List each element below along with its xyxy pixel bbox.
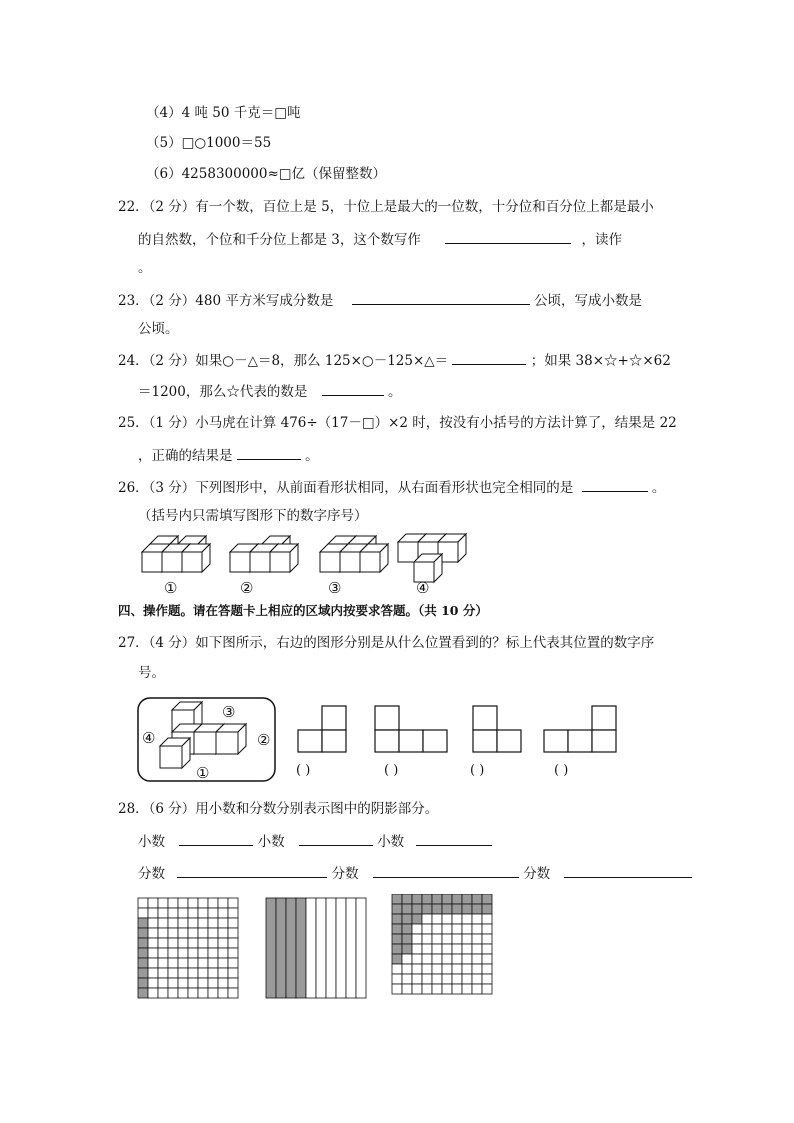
grid-cell — [218, 958, 228, 968]
grid-cell — [422, 984, 432, 994]
grid-cell — [452, 924, 462, 934]
grid-cell — [218, 898, 228, 908]
grid-cell — [422, 894, 432, 904]
grid-cell — [148, 898, 158, 908]
grid-cell — [422, 974, 432, 984]
grid-cell — [188, 928, 198, 938]
q27-marker-2: ② — [257, 731, 271, 749]
grid-cell — [482, 954, 492, 964]
q27-marker-3: ③ — [222, 703, 236, 721]
q25-text2: 。 — [305, 448, 319, 464]
grid-cell — [402, 934, 412, 944]
q23-text2: 公顷，写成小数是 — [533, 293, 642, 309]
grid-cell — [392, 964, 402, 974]
fraction-label-1: 分数 — [138, 866, 165, 882]
q27-marker-1: ① — [196, 764, 210, 782]
q24-line2 — [138, 381, 401, 401]
grid-cell — [452, 984, 462, 994]
grid-cell — [432, 944, 442, 954]
grid-cell — [148, 988, 158, 998]
grid-cell — [432, 954, 442, 964]
grid-cell — [178, 918, 188, 928]
q26-figure-2 — [230, 536, 298, 572]
grid-cell — [482, 944, 492, 954]
grid-cell — [402, 954, 412, 964]
q23-text: 23．（2 分）480 平方米写成分数是 — [118, 293, 334, 309]
grid-cell — [208, 928, 218, 938]
grid-cell — [208, 918, 218, 928]
grid-cell — [208, 968, 218, 978]
grid-cell — [198, 988, 208, 998]
grid-cell — [198, 938, 208, 948]
grid-cell — [452, 964, 462, 974]
grid-cell — [422, 914, 432, 924]
grid-cell — [148, 958, 158, 968]
grid-cell — [168, 928, 178, 938]
grid-cell — [208, 898, 218, 908]
q25-blank[interactable] — [237, 445, 301, 460]
grid-cell — [138, 978, 148, 988]
grid-cell — [228, 948, 238, 958]
grid-cell — [462, 964, 472, 974]
grid-cell — [472, 944, 482, 954]
q26-label-2: ② — [240, 579, 254, 597]
grid-cell — [138, 988, 148, 998]
grid-cell — [432, 934, 442, 944]
q24-text: 24．（2 分）如果○－△＝8，那么 125×○－125×△＝ — [118, 353, 449, 369]
grid-cell — [402, 964, 412, 974]
q27-marker-4: ④ — [142, 729, 156, 747]
q24-text2: ；如果 38×☆+☆×62 — [530, 353, 671, 369]
grid-cell — [208, 948, 218, 958]
grid-cell — [188, 988, 198, 998]
q23-line2: 公顷。 — [138, 321, 179, 337]
q27-view-c — [473, 706, 521, 752]
grid-cell — [482, 974, 492, 984]
q28-decimal-row — [138, 831, 492, 851]
grid-cell — [158, 978, 168, 988]
q27-answer-b[interactable]: ( ) — [384, 763, 399, 778]
grid-cell — [472, 894, 482, 904]
q24-blank1[interactable] — [452, 350, 526, 365]
q27-answer-a[interactable]: ( ) — [296, 763, 311, 778]
grid-strip — [306, 898, 316, 998]
fraction-blank-3[interactable] — [564, 863, 692, 878]
grid-cell — [432, 924, 442, 934]
grid-cell — [392, 974, 402, 984]
grid-cell — [452, 974, 462, 984]
grid-strip — [296, 898, 306, 998]
section-4-heading: 四、操作题。请在答题卡上相应的区域内按要求答题。（共 10 分） — [118, 603, 488, 618]
grid-cell — [228, 928, 238, 938]
grid-cell — [178, 908, 188, 918]
grid-cell — [482, 894, 492, 904]
fraction-blank-2[interactable] — [373, 863, 519, 878]
q21-item4: （4）4 吨 50 千克＝□吨 — [146, 105, 301, 121]
grid-cell — [208, 958, 218, 968]
grid-cell — [138, 908, 148, 918]
grid-cell — [178, 988, 188, 998]
grid-cell — [482, 904, 492, 914]
q22-line2 — [138, 229, 622, 249]
grid-cell — [228, 958, 238, 968]
grid-cell — [482, 934, 492, 944]
q23-line1 — [118, 290, 642, 310]
grid-cell — [148, 908, 158, 918]
q25-text: ，正确的结果是 — [138, 448, 233, 464]
grid-cell — [442, 974, 452, 984]
grid-cell — [442, 944, 452, 954]
grid-cell — [452, 934, 462, 944]
grid-cell — [422, 954, 432, 964]
grid-cell — [432, 904, 442, 914]
q28-grid-3 — [392, 894, 492, 994]
grid-cell — [462, 894, 472, 904]
q26-line1 — [118, 477, 665, 497]
grid-cell — [442, 964, 452, 974]
grid-cell — [442, 984, 452, 994]
grid-cell — [442, 894, 452, 904]
q24-line1 — [118, 350, 671, 370]
grid-cell — [392, 914, 402, 924]
grid-cell — [402, 984, 412, 994]
grid-cell — [432, 894, 442, 904]
grid-cell — [158, 898, 168, 908]
grid-cell — [462, 954, 472, 964]
grid-cell — [168, 898, 178, 908]
grid-cell — [442, 924, 452, 934]
grid-cell — [138, 968, 148, 978]
q25-line2 — [138, 445, 319, 465]
decimal-blank-2[interactable] — [299, 831, 373, 846]
grid-cell — [158, 918, 168, 928]
grid-cell — [402, 904, 412, 914]
grid-cell — [148, 968, 158, 978]
grid-strip — [336, 898, 346, 998]
grid-cell — [168, 978, 178, 988]
q26-note: （括号内只需填写图形下的数字序号） — [138, 508, 368, 524]
decimal-label-1: 小数 — [138, 834, 165, 850]
q27-view-figures — [296, 702, 620, 754]
grid-cell — [148, 948, 158, 958]
grid-cell — [168, 988, 178, 998]
q24-text3: ＝1200，那么☆代表的数是 — [138, 384, 308, 400]
grid-cell — [158, 938, 168, 948]
q26-text2: 。 — [651, 480, 666, 496]
q21-item5: （5）□○1000＝55 — [146, 135, 272, 151]
grid-cell — [228, 978, 238, 988]
grid-cell — [422, 904, 432, 914]
q28-fraction-row — [138, 863, 692, 883]
grid-cell — [168, 918, 178, 928]
grid-cell — [188, 908, 198, 918]
grid-cell — [138, 928, 148, 938]
q27-view-a — [298, 706, 346, 752]
grid-cell — [198, 978, 208, 988]
grid-cell — [472, 934, 482, 944]
grid-cell — [218, 968, 228, 978]
q28-line1: 28．（6 分）用小数和分数分别表示图中的阴影部分。 — [118, 801, 439, 817]
grid-cell — [138, 918, 148, 928]
grid-cell — [452, 944, 462, 954]
grid-cell — [452, 904, 462, 914]
grid-cell — [392, 924, 402, 934]
grid-cell — [208, 938, 218, 948]
grid-cell — [462, 904, 472, 914]
grid-cell — [218, 938, 228, 948]
grid-cell — [198, 968, 208, 978]
grid-cell — [148, 928, 158, 938]
fraction-label-2: 分数 — [331, 866, 359, 882]
grid-cell — [168, 958, 178, 968]
grid-cell — [148, 918, 158, 928]
grid-cell — [462, 924, 472, 934]
q21-item6: （6）4258300000≈□亿（保留整数） — [146, 166, 387, 182]
grid-cell — [158, 968, 168, 978]
grid-cell — [412, 964, 422, 974]
grid-cell — [178, 928, 188, 938]
grid-strip — [356, 898, 366, 998]
grid-cell — [472, 924, 482, 934]
grid-cell — [462, 974, 472, 984]
grid-cell — [442, 934, 452, 944]
grid-cell — [482, 964, 492, 974]
grid-cell — [452, 894, 462, 904]
grid-cell — [218, 928, 228, 938]
grid-cell — [198, 918, 208, 928]
grid-cell — [392, 984, 402, 994]
fraction-label-3: 分数 — [523, 866, 551, 882]
q22-line1: 22．（2 分）有一个数，百位上是 5，十位上是最大的一位数，十分位和百分位上都是最小 — [118, 199, 654, 215]
grid-cell — [392, 904, 402, 914]
q28-grid-2 — [266, 898, 366, 998]
grid-cell — [228, 988, 238, 998]
q27-answer-c[interactable]: ( ) — [470, 763, 485, 778]
grid-cell — [462, 984, 472, 994]
q26-figure-4 — [398, 534, 466, 582]
grid-cell — [392, 894, 402, 904]
grid-cell — [462, 944, 472, 954]
grid-cell — [198, 948, 208, 958]
grid-cell — [422, 924, 432, 934]
grid-cell — [148, 938, 158, 948]
grid-cell — [432, 964, 442, 974]
grid-cell — [392, 934, 402, 944]
q26-label-3: ③ — [328, 579, 342, 597]
grid-cell — [178, 978, 188, 988]
grid-cell — [412, 944, 422, 954]
grid-cell — [158, 928, 168, 938]
grid-cell — [472, 984, 482, 994]
grid-cell — [442, 914, 452, 924]
grid-cell — [412, 934, 422, 944]
grid-cell — [158, 948, 168, 958]
q27-view-b — [375, 706, 447, 752]
fraction-blank-1[interactable] — [177, 863, 327, 878]
q27-line2: 号。 — [138, 665, 165, 681]
grid-cell — [422, 934, 432, 944]
grid-cell — [188, 978, 198, 988]
grid-cell — [412, 954, 422, 964]
grid-strip — [346, 898, 356, 998]
grid-cell — [472, 914, 482, 924]
decimal-blank-3[interactable] — [416, 831, 492, 846]
grid-cell — [392, 944, 402, 954]
grid-cell — [178, 958, 188, 968]
grid-cell — [218, 978, 228, 988]
q26-label-4: ④ — [416, 579, 430, 597]
grid-cell — [402, 894, 412, 904]
grid-cell — [178, 968, 188, 978]
q22-text: 的自然数，个位和千分位上都是 3，这个数写作 — [138, 232, 421, 248]
grid-cell — [412, 974, 422, 984]
grid-cell — [228, 898, 238, 908]
grid-strip — [276, 898, 286, 998]
q27-view-d — [544, 706, 616, 752]
grid-strip — [316, 898, 326, 998]
grid-cell — [402, 944, 412, 954]
grid-cell — [422, 964, 432, 974]
grid-cell — [158, 988, 168, 998]
grid-cell — [228, 908, 238, 918]
grid-cell — [218, 988, 228, 998]
q26-blank[interactable] — [582, 477, 648, 492]
grid-cell — [188, 948, 198, 958]
grid-cell — [432, 974, 442, 984]
q22-answer-blank[interactable] — [445, 229, 571, 244]
grid-strip — [266, 898, 276, 998]
grid-cell — [228, 938, 238, 948]
q27-answer-d[interactable]: ( ) — [554, 763, 569, 778]
grid-cell — [208, 978, 218, 988]
grid-cell — [442, 954, 452, 964]
grid-cell — [188, 918, 198, 928]
grid-cell — [168, 938, 178, 948]
q26-text: 26．（3 分）下列图形中，从前面看形状相同，从右面看形状也完全相同的是 — [118, 480, 574, 496]
grid-cell — [178, 938, 188, 948]
grid-cell — [412, 914, 422, 924]
grid-cell — [482, 914, 492, 924]
grid-cell — [462, 934, 472, 944]
q28-grid-figures — [136, 894, 496, 1004]
grid-cell — [472, 954, 482, 964]
q28-grid-1 — [138, 898, 238, 998]
grid-cell — [168, 948, 178, 958]
q25-line1: 25．（1 分）小马虎在计算 476÷（17－□）×2 时，按没有小括号的方法计算了，结果是 22 — [118, 415, 677, 431]
q24-text4: 。 — [387, 384, 402, 400]
grid-cell — [198, 908, 208, 918]
grid-cell — [178, 898, 188, 908]
grid-cell — [228, 968, 238, 978]
q23-fraction-blank[interactable] — [352, 290, 530, 305]
grid-cell — [402, 974, 412, 984]
decimal-label-3: 小数 — [377, 834, 405, 850]
grid-cell — [422, 944, 432, 954]
grid-cell — [198, 898, 208, 908]
grid-cell — [452, 954, 462, 964]
grid-cell — [198, 958, 208, 968]
decimal-blank-1[interactable] — [179, 831, 253, 846]
grid-cell — [482, 924, 492, 934]
grid-cell — [442, 904, 452, 914]
grid-cell — [412, 894, 422, 904]
grid-cell — [472, 904, 482, 914]
q24-blank2[interactable] — [322, 381, 384, 396]
grid-cell — [208, 988, 218, 998]
grid-cell — [482, 984, 492, 994]
grid-cell — [158, 908, 168, 918]
grid-cell — [218, 908, 228, 918]
grid-cell — [138, 958, 148, 968]
grid-cell — [138, 948, 148, 958]
grid-cell — [412, 984, 422, 994]
q27-line1: 27．（4 分）如下图所示，右边的图形分别是从什么位置看到的？标上代表其位置的数字序 — [118, 635, 655, 651]
grid-cell — [432, 914, 442, 924]
grid-cell — [188, 898, 198, 908]
grid-cell — [218, 918, 228, 928]
grid-cell — [208, 908, 218, 918]
grid-cell — [188, 938, 198, 948]
grid-cell — [392, 954, 402, 964]
grid-cell — [168, 908, 178, 918]
decimal-label-2: 小数 — [257, 834, 285, 850]
grid-cell — [412, 904, 422, 914]
grid-cell — [432, 984, 442, 994]
grid-cell — [188, 968, 198, 978]
grid-cell — [472, 974, 482, 984]
grid-strip — [326, 898, 336, 998]
q22-read-label: ，读作 — [581, 232, 622, 248]
grid-cell — [198, 928, 208, 938]
q26-figure-3 — [320, 536, 388, 572]
grid-cell — [402, 924, 412, 934]
grid-cell — [412, 924, 422, 934]
grid-strip — [286, 898, 296, 998]
grid-cell — [228, 918, 238, 928]
grid-cell — [178, 948, 188, 958]
grid-cell — [218, 948, 228, 958]
grid-cell — [138, 898, 148, 908]
grid-cell — [462, 914, 472, 924]
grid-cell — [148, 978, 158, 988]
grid-cell — [168, 968, 178, 978]
grid-cell — [188, 958, 198, 968]
grid-cell — [158, 958, 168, 968]
q26-figure-1 — [142, 536, 210, 572]
q22-line3: 。 — [138, 260, 152, 276]
grid-cell — [138, 938, 148, 948]
grid-cell — [402, 914, 412, 924]
q26-label-1: ① — [164, 579, 178, 597]
grid-cell — [472, 964, 482, 974]
grid-cell — [452, 914, 462, 924]
